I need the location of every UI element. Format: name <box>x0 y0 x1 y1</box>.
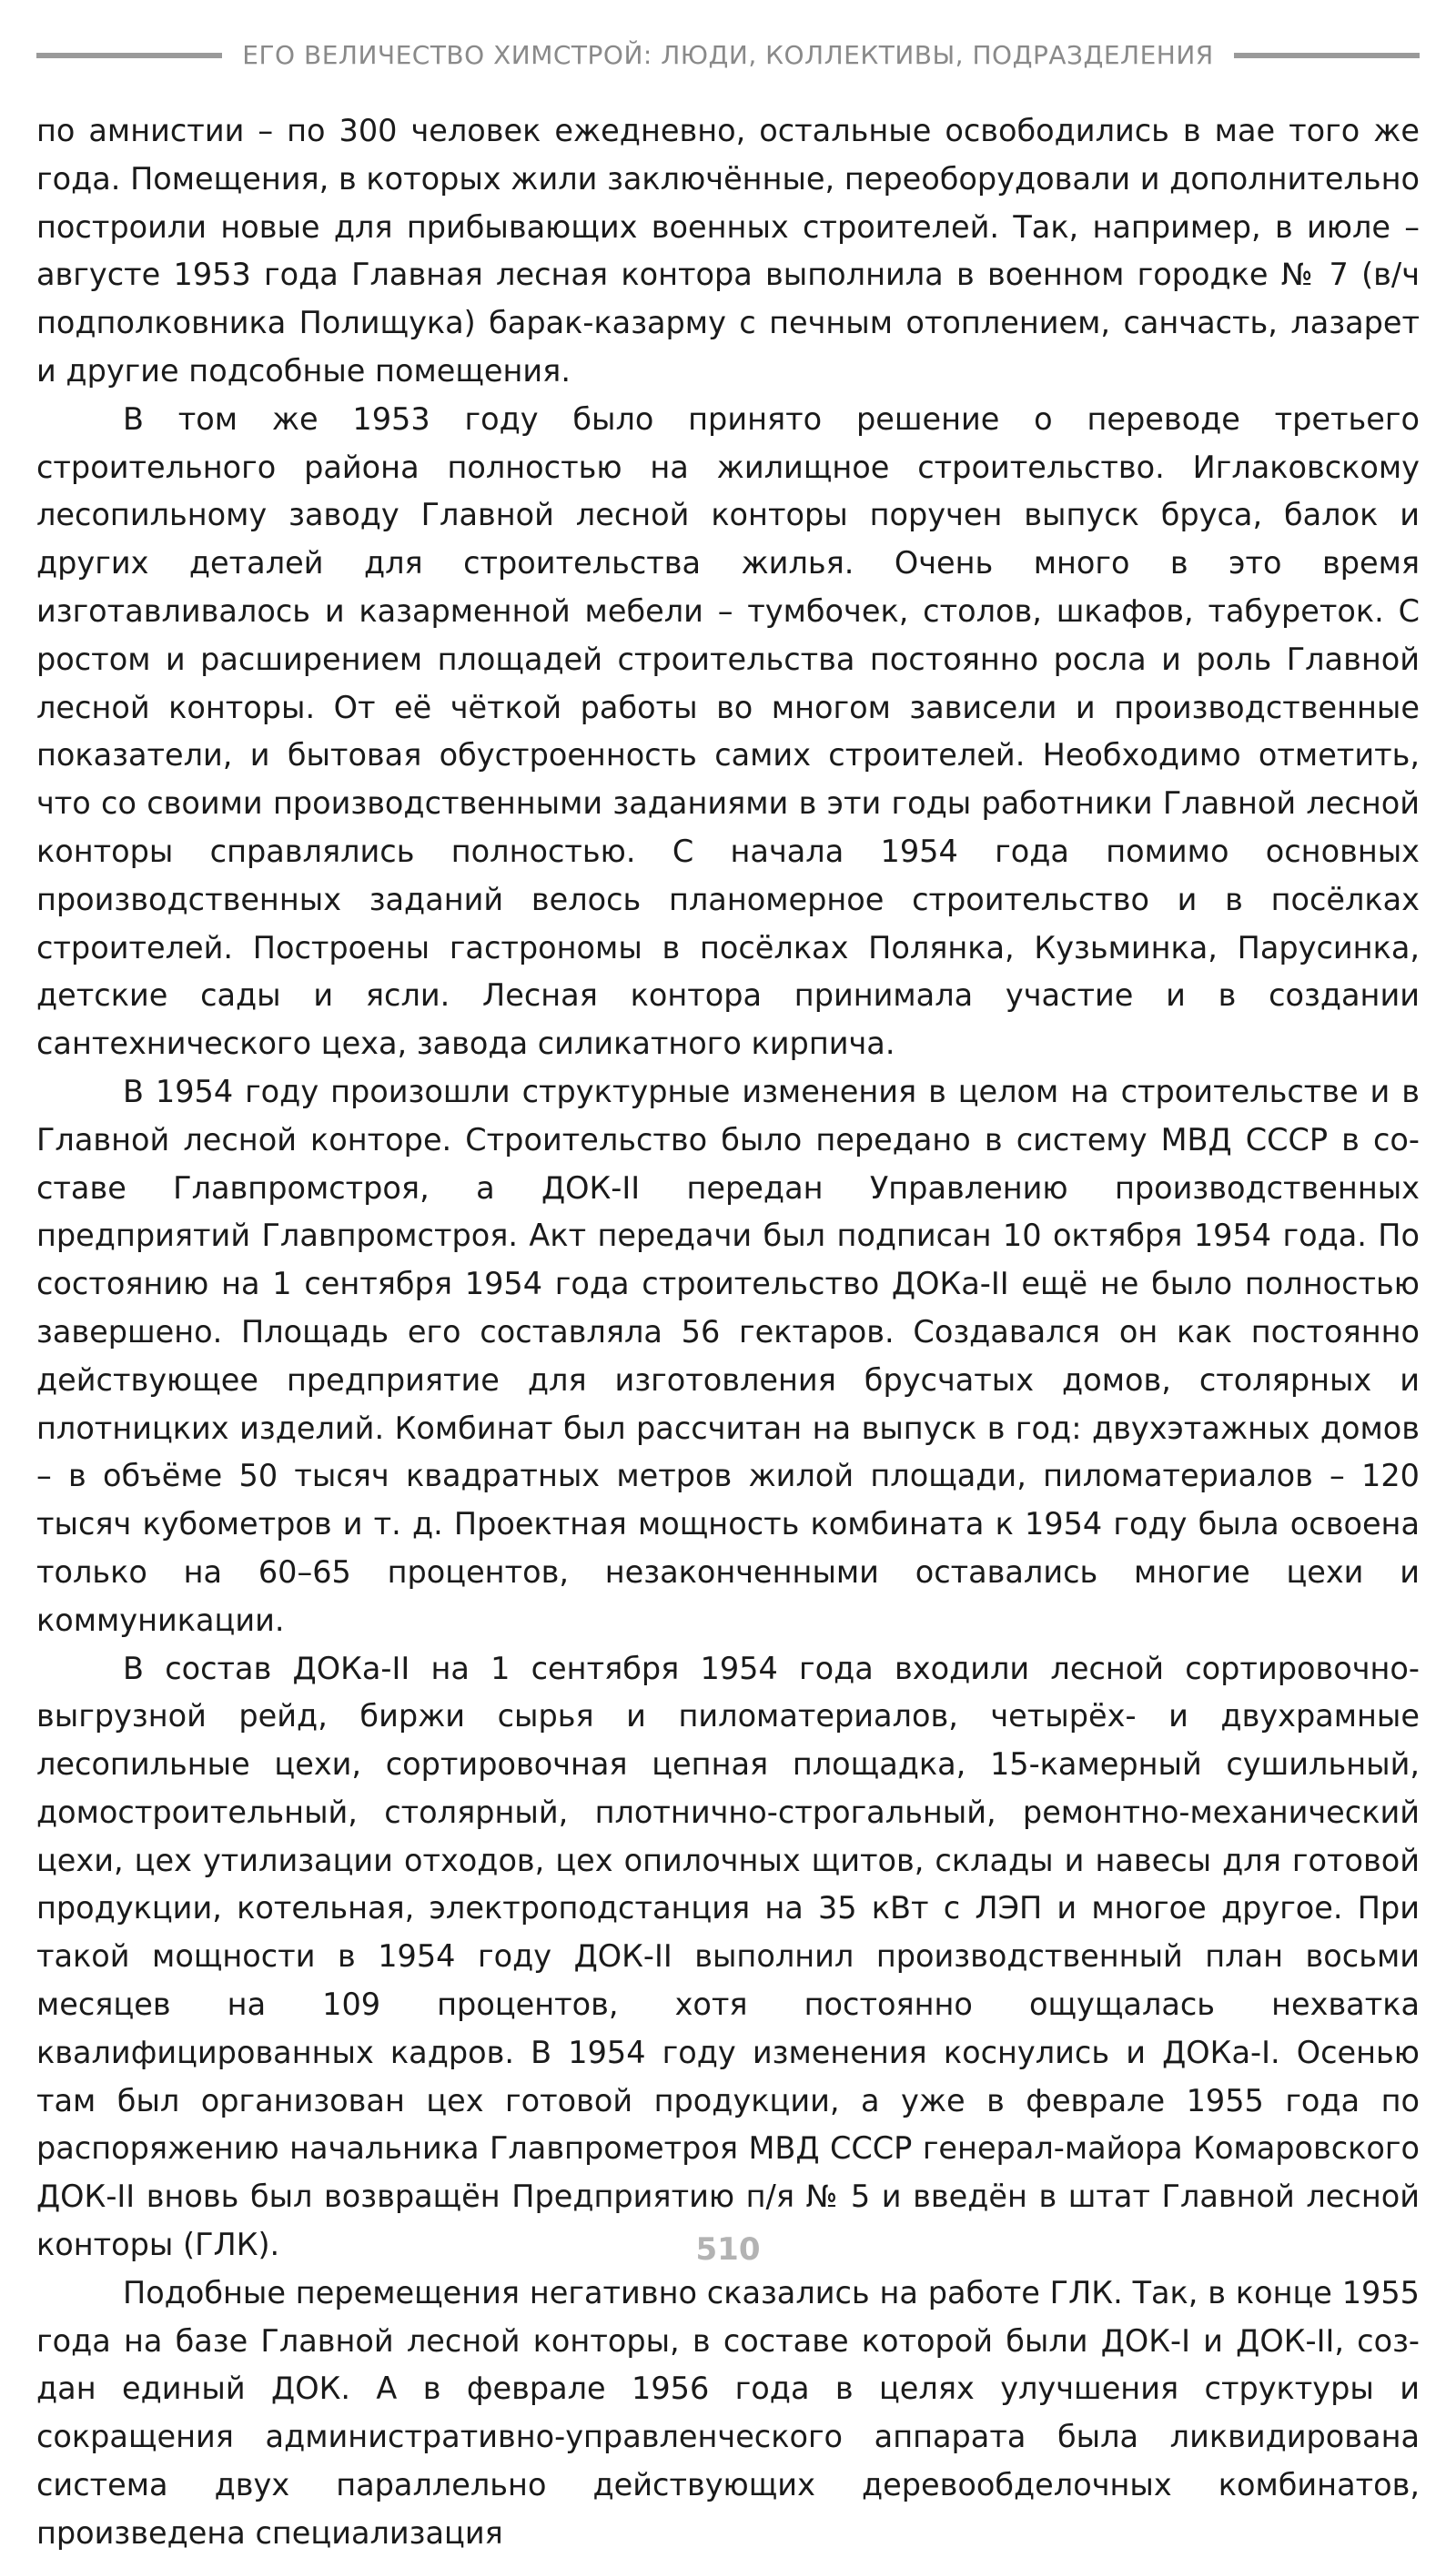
running-header <box>36 40 1420 70</box>
header-rule-right <box>1234 53 1420 58</box>
header-title: ЕГО ВЕЛИЧЕСТВО ХИМСТРОЙ: ЛЮДИ, КОЛЛЕКТИВЫ, ПОДРАЗДЕЛЕНИЯ <box>242 40 1214 70</box>
paragraph-3: В 1954 году произошли структурные изменения в целом на строительстве и в Главной лесной конторе. Строительство было передано в систему МВД СССР в составе Главпромстроя, а ДОК-II передан Управлению производственных предприятий Главпромстроя. Акт передачи был подписан 10 октября 1954 года. По состоянию на 1 сентября 1954 года строительство ДОКа-II ещё не было полностью завершено. Площадь его составляла 56 гектаров. Создавался он как постоянно действующее предприятие для изготовления брусчатых домов, столярных и плотницких изделий. Комбинат был рассчитан на выпуск в год: двухэтажных домов – в объёме 50 тысяч квадратных метров жилой площади, пиломатериалов – 120 тысяч кубометров и т. д. Проектная мощность комбината к 1954 году была освоена только на 60–65 процентов, незаконченными оставались многие цехи и коммуникации. <box>36 1073 1420 1638</box>
paragraph-5: Подобные перемещения негативно сказались на работе ГЛК. Так, в конце 1955 года на базе Главной лесной конторы, в составе которой были ДОК-I и ДОК-II, создан единый ДОК. А в феврале 1956 года в целях улучшения структуры и сокращения административно-управленческого аппарата была ликвидирована система двух параллельно действующих деревообделочных комбинатов, произведена специализация <box>36 2274 1420 2551</box>
page-number: 510 <box>695 2231 761 2268</box>
paragraph-1: по амнистии – по 300 человек ежедневно, остальные освободились в мае того же года. Помещения, в которых жили заключённые, переоборудовали и дополнительно построили новые для прибывающих военных строителей. Так, например, в июле – августе 1953 года Главная лесная контора выполнила в военном городке № 7 (в/ч подполковника Полищука) барак-казарму с печным отоплением, санчасть, лазарет и другие подсобные помещения. <box>36 113 1420 389</box>
header-rule-left <box>36 53 222 58</box>
paragraph-4: В состав ДОКа-II на 1 сентября 1954 года входили лесной сортировочно-выгрузной рейд, биржи сырья и пиломатериалов, четырёх- и двухрамные лесопильные цехи, сортировочная цепная площадка, 15-камерный сушильный, домостроительный, столярный, плотнично-строгальный, ремонтно-механический цехи, цех утилизации отходов, цех опилочных щитов, склады и навесы для готовой продукции, котельная, электроподстанция на 35 кВт с ЛЭП и многое другое. При такой мощности в 1954 году ДОК-II выполнил производственный план восьми месяцев на 109 процентов, хотя постоянно ощущалась нехватка квалифицированных кадров. В 1954 году изменения коснулись и ДОКа-I. Осенью там был организован цех готовой продукции, а уже в феврале 1955 года по распоряжению начальника Главпрометроя МВД СССР генерал-майора Комаровского ДОК-II вновь был возвращён Предприятию п/я № 5 и введён в штат Главной лесной конторы (ГЛК). <box>36 1650 1420 2263</box>
body-text <box>36 107 1420 2558</box>
paragraph-2: В том же 1953 году было принято решение о переводе третьего строительного района полностью на жилищное строительство. Иглаковскому лесопильному заводу Главной лесной конторы поручен выпуск бруса, балок и других деталей для строительства жилья. Очень много в это время изготавливалось и казарменной мебели – тумбочек, столов, шкафов, табуреток. С ростом и расширением площадей строительства постоянно росла и роль Главной лесной конторы. От её чёткой работы во многом зависели и производственные показатели, и бытовая обустроенность самих строителей. Необходимо отметить, что со своими производственными заданиями в эти годы работники Главной лесной конторы справлялись полностью. С начала 1954 года помимо основных производственных заданий велось планомерное строительство и в посёлках строителей. Построены гастрономы в посёлках Полянка, Кузьминка, Парусинка, детские сады и ясли. Лесная контора принимала участие и в создании сантехнического цеха, завода силикатного кирпича. <box>36 400 1420 1062</box>
